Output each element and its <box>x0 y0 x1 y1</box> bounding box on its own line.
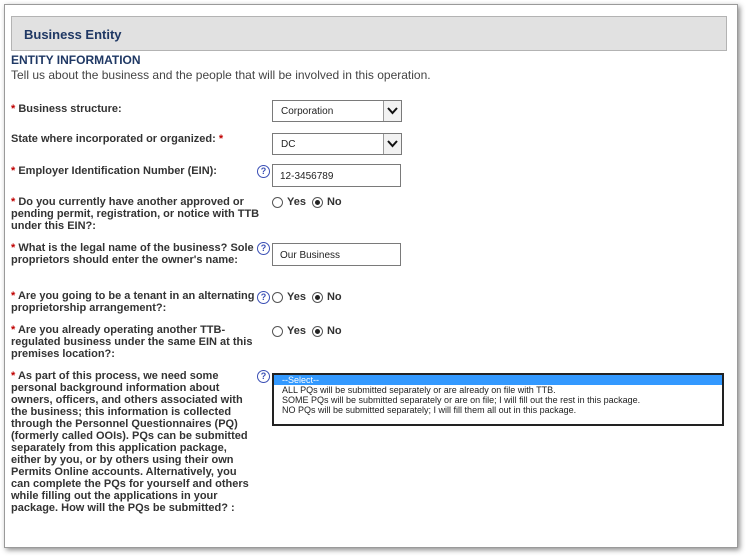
required-marker: * <box>11 165 16 177</box>
state-select[interactable] <box>272 133 402 155</box>
help-icon[interactable]: ? <box>257 242 270 255</box>
section-title: ENTITY INFORMATION <box>11 53 141 67</box>
business-structure-select[interactable] <box>272 100 402 122</box>
operating-no-radio[interactable] <box>312 326 323 337</box>
ein-input[interactable]: 12-3456789 <box>272 164 401 187</box>
operating-label: * Are you already operating another TTB-regulated business under the same EIN at this premises location?: <box>11 324 253 360</box>
section-description: Tell us about the business and the people that will be involved in this operation. <box>11 68 431 82</box>
required-marker: * <box>11 196 16 208</box>
other-permit-radio-group <box>272 196 348 208</box>
help-icon[interactable]: ? <box>257 291 270 304</box>
tenant-no-radio[interactable] <box>312 292 323 303</box>
required-marker: * <box>218 133 224 145</box>
ein-label: * Employer Identification Number (EIN): <box>11 165 217 177</box>
no-label: No <box>326 325 342 337</box>
state-label: State where incorporated or organized: * <box>11 133 224 145</box>
chevron-down-icon <box>383 101 401 121</box>
no-label: No <box>326 196 342 208</box>
pqs-option-all[interactable]: ALL PQs will be submitted separately or are already on file with TTB. <box>282 385 556 395</box>
operating-radio-group <box>272 325 348 337</box>
legal-name-label: * What is the legal name of the business? Sole proprietors should enter the owner's name: <box>11 242 254 266</box>
pqs-option-select[interactable]: --Select-- <box>274 375 722 385</box>
required-marker: * <box>11 103 16 115</box>
pqs-option-none[interactable]: NO PQs will be submitted separately; I will fill them all out in this package. <box>282 405 577 415</box>
required-marker: * <box>11 242 16 254</box>
pqs-listbox[interactable] <box>272 373 724 426</box>
form-window <box>4 4 738 548</box>
tenant-radio-group <box>272 291 348 303</box>
pqs-option-some[interactable]: SOME PQs will be submitted separately or are on file; I will fill out the rest in this package. <box>282 395 641 405</box>
page-title: Business Entity <box>24 27 122 42</box>
pqs-label: * As part of this process, we need some personal background information about owners, officers, and others associated with the business; this information is collected through the Personnel Questionnaires (PQ) (formerly called OOIs). PQs can be submitted separately from this application package, either by you, or by others using their own Permits Online accounts. Alternatively, you can complete the PQs for yourself and others while filling out the applications in your package. How will the PQs be submitted? : <box>11 370 249 514</box>
tenant-yes-radio[interactable] <box>272 292 283 303</box>
chevron-down-icon <box>383 134 401 154</box>
required-marker: * <box>11 290 16 302</box>
required-marker: * <box>11 370 16 382</box>
help-icon[interactable]: ? <box>257 370 270 383</box>
no-label: No <box>326 291 342 303</box>
other-permit-no-radio[interactable] <box>312 197 323 208</box>
help-icon[interactable]: ? <box>257 165 270 178</box>
yes-label: Yes <box>287 325 306 337</box>
yes-label: Yes <box>287 291 306 303</box>
tenant-label: * Are you going to be a tenant in an alternating proprietorship arrangement?: <box>11 290 255 314</box>
state-value: DC <box>281 139 296 150</box>
yes-label: Yes <box>287 196 306 208</box>
business-structure-label: * Business structure: <box>11 103 122 115</box>
required-marker: * <box>11 324 16 336</box>
operating-yes-radio[interactable] <box>272 326 283 337</box>
business-structure-value: Corporation <box>281 106 334 117</box>
other-permit-yes-radio[interactable] <box>272 197 283 208</box>
other-permit-label: * Do you currently have another approved or pending permit, registration, or notice with TTB under this EIN?: <box>11 196 260 232</box>
legal-name-input[interactable]: Our Business <box>272 243 401 266</box>
section-header <box>11 16 727 51</box>
